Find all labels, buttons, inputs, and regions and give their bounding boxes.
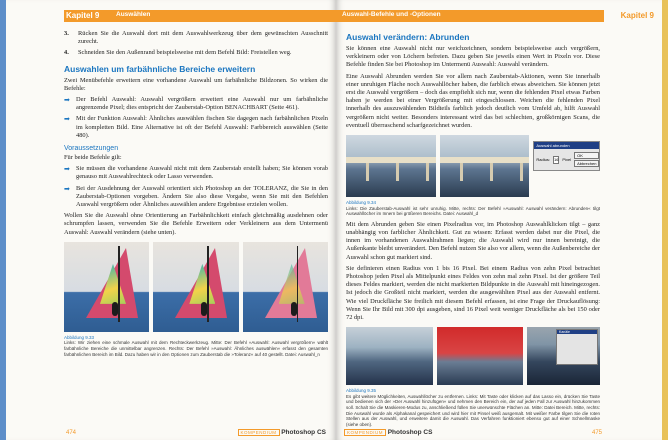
section-label: Auswahl-Befehle und -Optionen: [342, 11, 441, 18]
radius-label: Radius:: [536, 157, 550, 163]
mast: [118, 246, 120, 322]
bridge-image-red: [437, 327, 524, 385]
bullet-item: ➡ Bei der Ausdehnung der Auswahl orientiert sich Photoshop an der TOLERANZ, die Sie in den Zauberstab-Optionen vorgeben. Ändern Sie also diese Vorgabe, wenn Sie mit den Befehlen Auswahl vergrößern oder Ähnliches auswählen andere Ergebnisse erzielen wollen.: [64, 184, 328, 209]
bridge-pier: [396, 163, 399, 181]
chapter-label: Kapitel 9: [66, 11, 100, 20]
intro-paragraph: Zwei Menübefehle erweitern eine vorhandene Auswahl um farbähnliche Bildzonen. So wirken die Befehle:: [64, 76, 328, 92]
windsurfer-image-middle: [153, 242, 238, 332]
chapter-label: Kapitel 9: [620, 11, 654, 20]
surfer: [112, 302, 118, 316]
unit-label: Pixel: [562, 157, 572, 163]
windsurfer-image-right: [243, 242, 328, 332]
surfer: [291, 302, 297, 316]
body-paragraph: Mit dem Abrunden geben Sie einen Pixelradius vor, im Photoshop Auswahlklicken tilgt – ganz unabhängig von farblicher Ähnlichkeit. Gut zu wissen: Erfasst werden dabei nur die Pixel, die innen im vorhandenen Auswahlrahmen liegen; die Auswahl wird nur innen bereinigt, die Außenkante bleibt unverändert. Den Befehl nutzen Sie also vor allem, wenn die Außenbereiche der Auswahl schon gut markiert sind.: [346, 220, 600, 261]
page-number: 474: [66, 430, 77, 436]
header-bar: [64, 10, 336, 22]
section-heading: Auswahlen um farbähnliche Bereiche erweitern: [64, 63, 256, 74]
arrow-icon: ➡: [64, 115, 70, 124]
bullet-item: ➡ Mit der Funktion Auswahl: Ähnliches auswählen fischen Sie dagegen nach farbähnlichen Pixeln im kompletten Bild. Eine Alternative ist oft der Befehl Auswahl: Farbbereich auswählen (Seite 480).: [64, 115, 328, 139]
bullet-item: ➡ Der Befehl Auswahl: Auswahl vergrößern erweitert eine Auswahl nur um farbähnliche angrenzende Pixel; dies entspricht der Zauberstab-Option BENACHBART (Seite 461).: [64, 96, 328, 112]
figure-caption: Abbildung 9.33 Links: Wir ziehen eine schmale Auswahl mit dem Rechteckwerkzeug. Mitte: Der Befehl »Auswahl: Auswahl vergrößern« wählt farbähnliche Bereiche die unmittelbar angrenzen. Rechts: Der Befehl »Auswahl: Ähnliches auswählen« erfasst den gesamten farbähnlichen Bereich im Bild. Dazu haben wir in den Optionen zum Zauberstab die »Toleranz« auf 40 gestellt. Datei: Auswahl_n: [64, 334, 328, 357]
arrow-icon: ➡: [64, 184, 70, 193]
step-item: 4. Schneiden Sie den Außenrand beispielsweise mit dem Befehl Bild: Freistellen weg.: [64, 49, 292, 57]
cancel-button: Abbrechen: [574, 160, 599, 167]
bullet-item: ➡ Sie müssen die vorhandene Auswahl nicht mit dem Zauberstab erstellt haben; Sie können vorab genauso mit Auswahlrechteck oder Lasso verwenden.: [64, 165, 328, 181]
figure-9-34: [346, 135, 600, 197]
bridge-image-left: [346, 135, 436, 197]
body-paragraph: Sie definieren einen Radius von 1 bis 16 Pixel. Bei einem Radius von zehn Pixel betrachtet Photoshop jeden Pixel als Mittelpunkt eines Feldes von zehn mal zehn Pixel. Ist der größere Teil dieses Feldes markiert, werden die nicht markierten Bildpunkte in die Auswahl mit hineingezogen. Ist jedoch die Großteil nicht markiert, werden die ausgewählten Pixel aus der Auswahl entfernt. Wie viel Druckfläche Sie freilich mit diesem Befehl erfassen, ist eine Frage der Druckauflösung: Wenn Sie Ihr Bild mit 300 dpi ausgeben, sind 16 Pixel weit weniger Druckfläche als bei 150 oder 72 dpi.: [346, 264, 600, 322]
bridge-span: [440, 157, 530, 163]
bridge-pier: [426, 163, 429, 181]
page-number: 475: [591, 430, 602, 436]
mast: [297, 246, 299, 322]
bridge-image-a: [346, 327, 433, 385]
body-paragraph: Sie können eine Auswahl nicht nur weichzeichnen, sondern beispielsweise auch vergrößern, verkleinern oder von Löchern befreien. Dazu geben Sie jeweils einen Wert in Pixeln vor. Diese Befehle finden Sie bei Photoshop im Untermenü Auswahl: Auswahl verändern.: [346, 45, 600, 69]
prereq-paragraph: Für beide Befehle gilt:: [64, 154, 122, 162]
arrow-icon: ➡: [64, 96, 70, 105]
ok-button: OK: [574, 152, 599, 159]
left-running-head: [6, 0, 336, 26]
dialog-title: Auswahl abrunden: [534, 142, 599, 149]
left-page: [6, 0, 336, 440]
brand-mark: KOMPENDIUM Photoshop CS: [238, 429, 326, 436]
figure-9-35: [346, 327, 600, 385]
bridge-image-channels: [527, 327, 600, 385]
bridge-pier: [490, 163, 493, 181]
step-list: [64, 30, 328, 58]
surfer: [201, 302, 207, 316]
body-paragraph: Eine Auswahl Abrunden werden Sie vor allem nach Zauberstab-Aktionen, wenn Sie innerhalb einer unruhigen Fläche noch Auswahllöcher haben, die farblich etwas abweichen. Sie können jetzt erst die Auswahl vergrößern – doch das empfiehlt sich nur, wenn die fehlenden Pixel etwas Farben haben je werden bei einer Vergrößerung mit eingeschlossen. Weichen die fehlenden Pixel innerhalb des auszuwählenden Bildteils farblich jedoch deutlich vom Umfeld ab, hilft Auswahl vergrößern nicht weiter. Besonders interessant wird das bei schlechten, großkörnigen Scans, die eventuell überraschend scharfgezeichnet wurden.: [346, 72, 600, 129]
section-heading: Auswahl verändern: Abrunden: [346, 32, 470, 42]
bridge-image-middle: [440, 135, 530, 197]
brand-mark: KOMPENDIUM Photoshop CS: [344, 429, 432, 436]
section-label: Auswählen: [116, 11, 151, 18]
left-footer: [6, 424, 336, 436]
figure-caption: Abbildung 9.34 Links: Die Zauberstab-Auswahl ist sehr unruhig. Mitte, rechts: Der Befehl »Auswahl: Auswahl verändern: Abrunden« tilgt Auswahllöcher im Innern bei größeren Bereichs. Datei: Auswahl_d: [346, 200, 600, 217]
body-paragraph: Wollen Sie die Auswahl ohne Orientierung an Farbähnlichkeit einfach gleichmäßig ausdehnen oder schrumpfen lassen, verwenden Sie die Befehle Erweitern oder Verkleinern aus dem Untermenü Auswahl: Auswahl verändern (siehe unten).: [64, 212, 328, 236]
right-content: [346, 30, 600, 427]
mast: [207, 246, 209, 322]
step-item: 3. Rücken Sie die Auswahl dort mit dem Auswahlwerkzeug über dem gewünschten Ausschnitt zurecht.: [64, 30, 328, 46]
bridge-pier: [366, 163, 369, 181]
book-spread: [6, 0, 662, 440]
channels-palette: [556, 329, 598, 365]
windsurfer-image-left: [64, 242, 149, 332]
right-footer: [336, 424, 662, 436]
palette-title: Kanäle: [557, 330, 597, 334]
bridge-span: [346, 157, 436, 163]
right-running-head: [336, 0, 662, 26]
figure-9-33: [64, 242, 328, 332]
right-page: [336, 0, 662, 440]
dialog-row: [534, 149, 599, 170]
bridge-pier: [520, 163, 523, 181]
command-bullets: [64, 96, 328, 140]
left-content: [64, 30, 328, 357]
abrunden-dialog: [533, 141, 600, 171]
radius-field: 16: [553, 156, 559, 162]
subheading: Voraussetzungen: [64, 145, 119, 153]
figure-caption: Abbildung 9.35 Es gibt weitere Möglichkeiten, Auswahllöcher zu entfernen. Links: Mit Taste oder klicken auf das Lasso ein, drücken Sie Taste und bedienen sich der »Der Auswahl hinzufügen« und nehmen den Bereich ein, der auf jeden Fall zur Auswahl hinzukommen soll. Schalt Sie die Maskieren-Modus zu, anschließend füllen Sie unerwünschte Flächen an. Mitte: Datei Bereich. Mitte, rechts: Die Auswahl wurde als Alphakanal gespeichert und wird hier mit Pinsel weiß ausgemalt. Mit weißer Farbe tilgen Sie die roten Stellen aus der Auswahl, und erweitere damit die Auswahl. Das Verfahren funktioniert ebenso gut auf einer Schnellmaske (siehe oben).: [346, 388, 600, 427]
dialog-buttons: [574, 152, 599, 167]
bridge-pier: [460, 163, 463, 181]
prereq-bullets: [64, 165, 328, 209]
arrow-icon: ➡: [64, 165, 70, 174]
